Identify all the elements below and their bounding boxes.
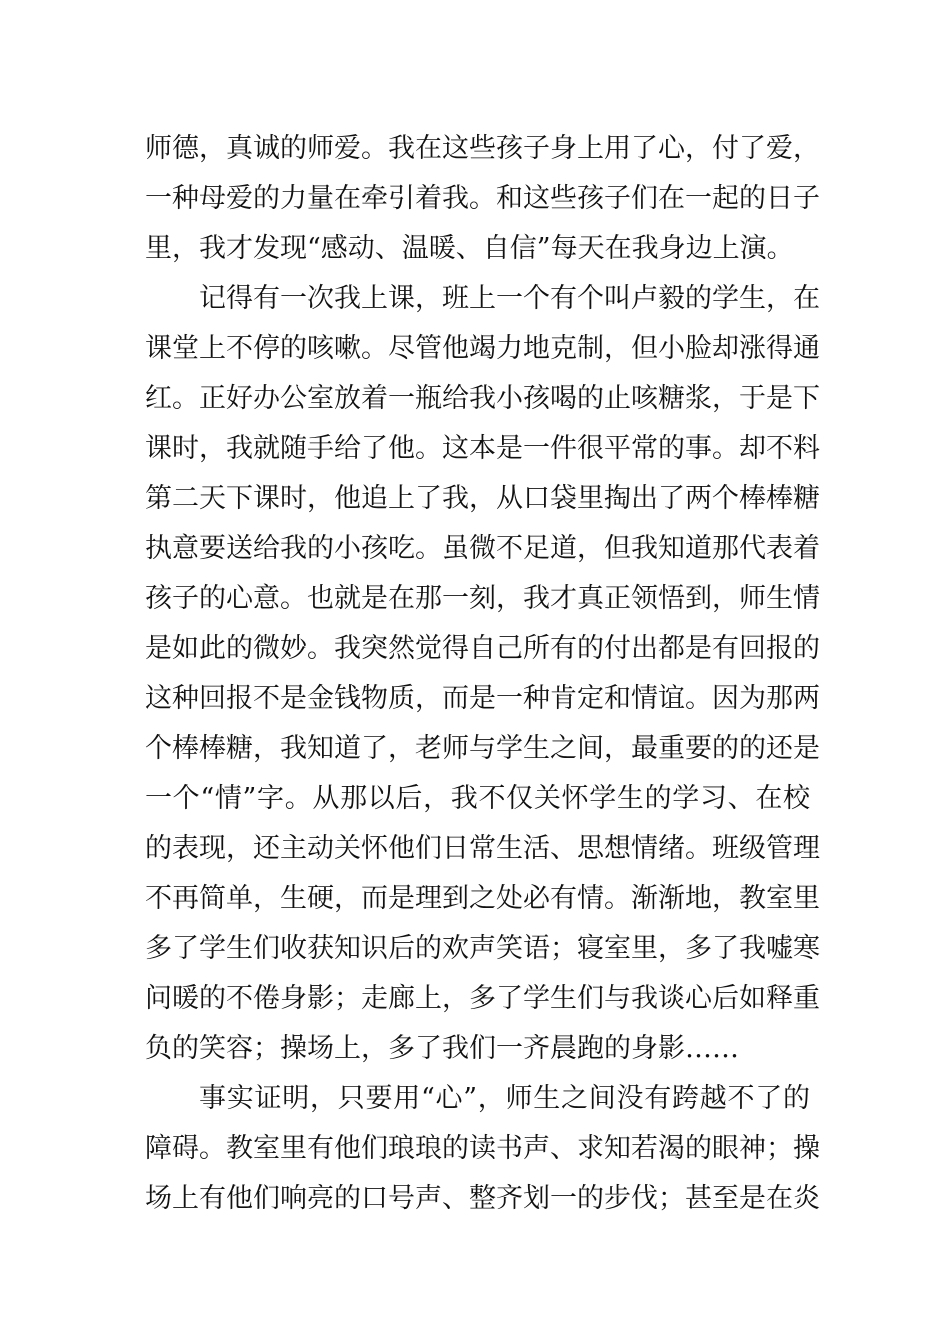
body-text bbox=[145, 124, 820, 1224]
text-line: 事实证明，只要用“心”，师生之间没有跨越不了的 bbox=[199, 1083, 810, 1114]
text-line: 课时，我就随手给了他。这本是一件很平常的事。却不料 bbox=[145, 433, 820, 464]
text-line: 第二天下课时，他追上了我，从口袋里掏出了两个棒棒糖 bbox=[145, 483, 820, 514]
text-line: 是如此的微妙。我突然觉得自己所有的付出都是有回报的 bbox=[145, 633, 820, 664]
text-line: 师德，真诚的师爱。我在这些孩子身上用了心，付了爱， bbox=[145, 133, 820, 164]
text-line: 不再简单，生硬，而是理到之处必有情。渐渐地，教室里 bbox=[145, 883, 820, 914]
text-line: 这种回报不是金钱物质，而是一种肯定和情谊。因为那两 bbox=[145, 683, 820, 714]
text-line: 执意要送给我的小孩吃。虽微不足道，但我知道那代表着 bbox=[145, 533, 820, 564]
text-line: 问暖的不倦身影；走廊上，多了学生们与我谈心后如释重 bbox=[145, 983, 820, 1014]
text-line: 孩子的心意。也就是在那一刻，我才真正领悟到，师生情 bbox=[145, 583, 820, 614]
text-line: 里，我才发现“感动、温暖、自信”每天在我身边上演。 bbox=[145, 233, 794, 264]
text-line: 课堂上不停的咳嗽。尽管他竭力地克制，但小脸却涨得通 bbox=[145, 333, 820, 364]
text-line: 负的笑容；操场上，多了我们一齐晨跑的身影…… bbox=[145, 1033, 739, 1064]
text-line: 红。正好办公室放着一瓶给我小孩喝的止咳糖浆，于是下 bbox=[145, 383, 820, 414]
text-line: 的表现，还主动关怀他们日常生活、思想情绪。班级管理 bbox=[145, 833, 820, 864]
text-line: 场上有他们响亮的口号声、整齐划一的步伐；甚至是在炎 bbox=[145, 1183, 820, 1214]
text-line: 一种母爱的力量在牵引着我。和这些孩子们在一起的日子 bbox=[145, 183, 820, 214]
text-line: 个棒棒糖，我知道了，老师与学生之间，最重要的的还是 bbox=[145, 733, 820, 764]
text-line: 记得有一次我上课，班上一个有个叫卢毅的学生，在 bbox=[199, 283, 820, 314]
text-line: 多了学生们收获知识后的欢声笑语；寝室里，多了我嘘寒 bbox=[145, 933, 820, 964]
text-line: 一个“情”字。从那以后，我不仅关怀学生的学习、在校 bbox=[145, 783, 810, 814]
text-line: 障碍。教室里有他们琅琅的读书声、求知若渴的眼神；操 bbox=[145, 1133, 820, 1164]
